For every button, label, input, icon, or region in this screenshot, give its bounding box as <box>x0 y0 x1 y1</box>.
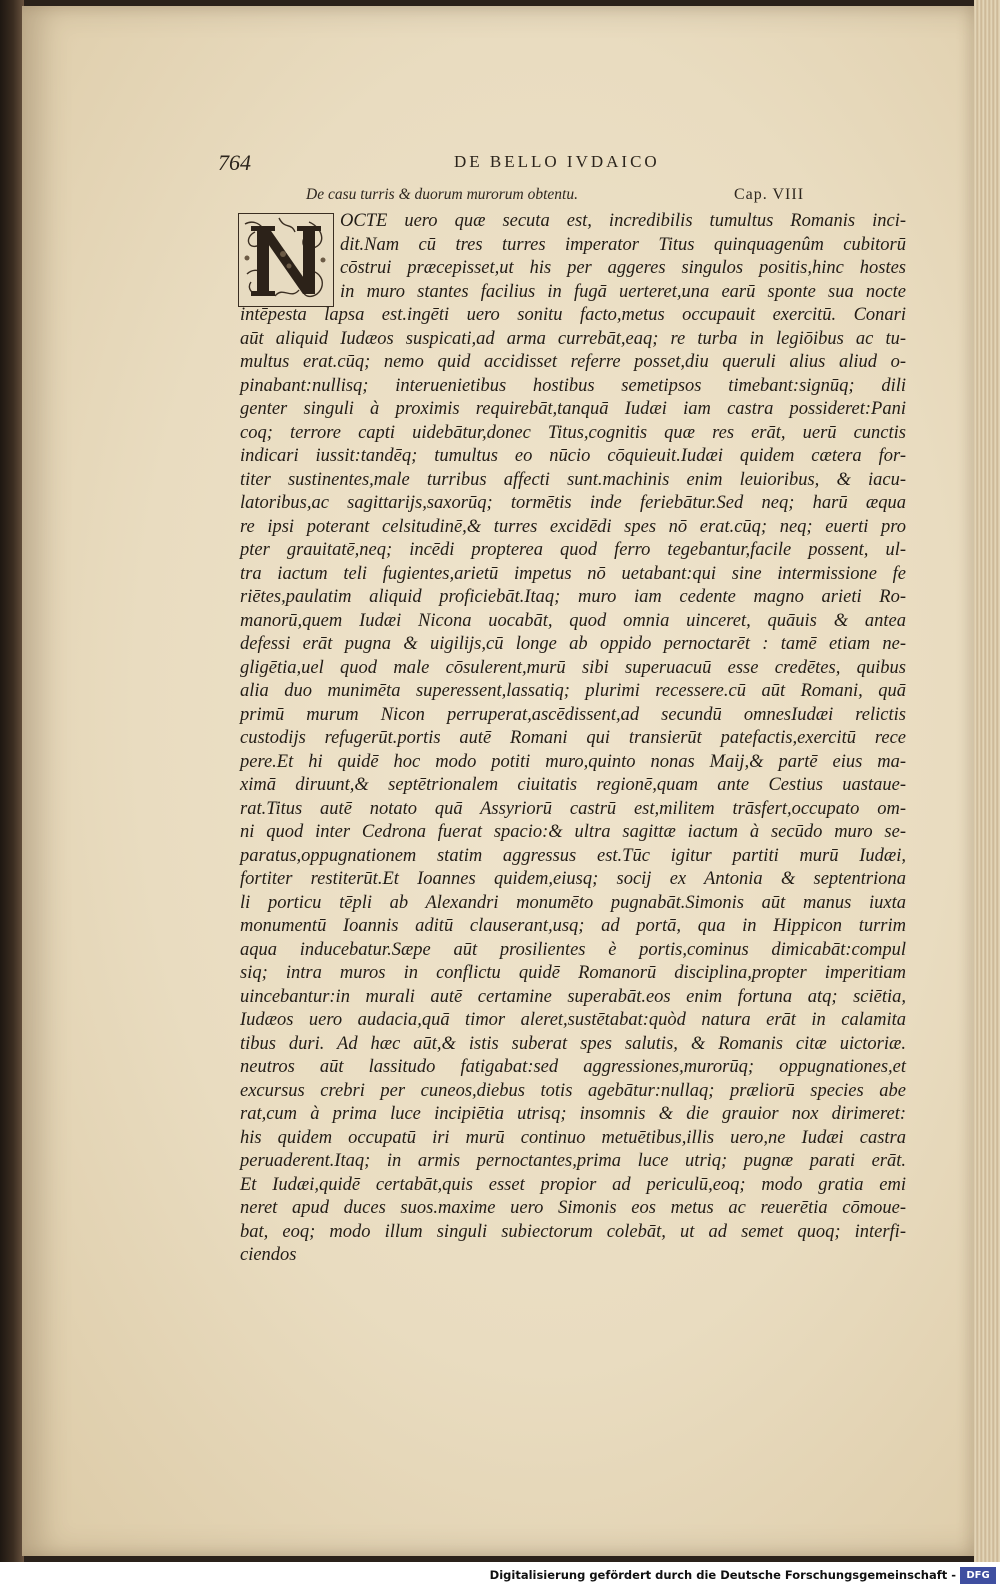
body-text <box>240 210 906 1268</box>
text-line: ximā diruunt,& septētrionalem ciuitatis regionē,quam ante Cestius uastaue- <box>240 775 906 795</box>
running-title: DE BELLO IVDAICO <box>454 152 660 171</box>
text-line: li porticu tēpli ab Alexandri monumēto pugnabāt.Simonis aūt manus iuxta <box>240 892 906 913</box>
text-line: monumentū Ioannis aditū clauserant,usq; ad portā, qua in Hippicon turrim <box>240 916 906 936</box>
text-line: re ipsi poterant celsitudinē,& turres excidēdi spes nō erat.cūq; neq; euerti pro <box>240 516 906 537</box>
text-line: dit.Nam cū tres turres imperator Titus quinquagenûm cubitorū <box>340 234 906 255</box>
text-line: defessi erāt pugna & uigilijs,cū longe ab oppido pernoctarēt : tamē etiam ne- <box>240 634 906 654</box>
text-line: titer sustinentes,male turribus affecti sunt.machinis enim leuioribus, & iacu- <box>240 469 906 490</box>
book-fore-edge <box>974 0 1000 1590</box>
page-number: 764 <box>218 150 251 175</box>
text-line: manorū,quem Iudæi Nicona uocabāt, quod omnia uinceret, quāuis & antea <box>240 610 906 631</box>
text-line: pere.Et hi quidē hoc modo potiti muro,quinto nonas Maij,& partē eius ma- <box>240 751 906 772</box>
text-line: latoribus,ac sagittarijs,saxorūq; tormētis inde feriebātur.Sed neq; harū æqua <box>240 493 906 513</box>
text-line: ni quod inter Cedrona fuerat spacio:& ultra sagittæ iactum à secūdo muro se- <box>240 822 906 842</box>
catchword: ciendos <box>240 1245 297 1265</box>
text-line: his quidem occupatū iri murū continuo metuētibus,illis uero,ne Iudæi castra <box>240 1127 906 1148</box>
footer-credit-text: Digitalisierung gefördert durch die Deutsche Forschungsgemeinschaft - <box>489 1568 956 1582</box>
text-line: tibus duri. Ad hæc aūt,& istis suberat spes salutis, & Romanis citæ uictoriæ. <box>240 1033 906 1054</box>
chapter-number: Cap. VIII <box>734 186 805 203</box>
text-line: uincebantur:in murali autē certamine superabāt.eos enim fortuna atq; sciētia, <box>240 986 906 1007</box>
chapter-title: De casu turris & duorum murorum obtentu. <box>306 186 578 203</box>
text-line: OCTE uero quæ secuta est, incredibilis tumultus Romanis inci- <box>340 211 906 231</box>
text-line: pinabant:nullisq; interuenietibus hostibus semetipsos timebant:signūq; dili <box>240 375 906 396</box>
digitization-footer <box>0 1562 1000 1590</box>
text-line: indicari iussit:tandēq; tumultus eo nūcio cōquieuit.Iudæi quidem cætera for- <box>240 446 906 466</box>
text-line: cōstrui præcepisset,ut his per aggeres singulos positis,hinc hostes <box>340 258 906 278</box>
text-line: fortiter restiterūt.Et Ioannes quidem,eiusq; socij ex Antonia & septentriona <box>240 869 906 889</box>
text-line: neret apud duces suos.maxime uero Simonis eos metus ac reuerētia cōmoue- <box>240 1198 906 1218</box>
text-line: riētes,paulatim aliquid proficiebāt.Itaq; muro iam cedente magno arieti Ro- <box>240 587 906 607</box>
text-line: primū murum Nicon perruperat,ascēdissent,ad secundū omnesIudæi relictis <box>240 704 906 725</box>
dfg-logo: DFG <box>960 1567 996 1584</box>
text-line: neutros aūt lassitudo fatigabat:sed aggressiones,murorūq; oppugnationes,et <box>240 1057 906 1077</box>
text-line: paratus,oppugnationem statim aggressus est.Tūc igitur partiti murū Iudæi, <box>240 845 906 866</box>
page-header <box>218 150 878 182</box>
text-line: bat, eoq; modo illum singuli subiectorum colebāt, ut ad semet quoq; interfi- <box>240 1221 906 1242</box>
text-line: in muro stantes facilius in fugā uerteret,una earū sponte sua nocte <box>340 281 906 302</box>
text-line: intēpesta lapsa est.ingēti uero sonitu facto,metus occupauit exercitū. Conari <box>240 305 906 325</box>
text-line: genter singuli à proximis requirebāt,tanquā Iudæi iam castra possideret:Pani <box>240 399 906 419</box>
text-line: Et Iudæi,quidē certabāt,quis esset propior ad periculū,eoq; modo gratia emi <box>240 1174 906 1195</box>
text-line: multus erat.cūq; nemo quid accidisset referre posset,diu queruli alius aliud o- <box>240 352 906 372</box>
text-line: siq; intra muros in conflictu quidē Romanorū disciplina,propter imperitiam <box>240 963 906 983</box>
text-line: pter grauitatē,neq; incēdi propterea quod ferro tegebantur,facile possent, ul- <box>240 540 906 560</box>
text-line: aqua inducebatur.Sæpe aūt prosilientes è portis,cominus dimicabāt:compul <box>240 939 906 960</box>
text-line: alia duo munimēta superessent,lassatiq; plurimi recessere.cū aūt Romani, quā <box>240 681 906 701</box>
text-line: custodijs refugerūt.portis autē Romani qui transierūt patefactis,exercitū rece <box>240 728 906 748</box>
text-line: rat,cum à prima luce incipiētia utrisq; insomnis & die grauior nox dirimeret: <box>240 1104 906 1124</box>
book-spine-edge <box>0 0 24 1590</box>
text-line: Iudæos uero audacia,quā timor aleret,sustētabat:quòd natura erāt in calamita <box>240 1010 906 1030</box>
text-line: gligētia,uel quod male cōsulerent,murū sibi superuacuū esse credētes, quibus <box>240 657 906 678</box>
text-line: coq; terrore capti uidebātur,donec Titus,cognitis quæ res erāt, uerū cunctis <box>240 422 906 443</box>
text-line: excursus crebri per cuneos,diebus totis agebātur:nullaq; præliorū species abe <box>240 1080 906 1101</box>
text-line: rat.Titus autē notato quā Assyriorū castrū est,militem trāsfert,occupato om- <box>240 798 906 819</box>
text-line: aūt aliquid Iudæos suspicati,ad arma currebāt,eaq; re turba in legiōibus ac tu- <box>240 328 906 349</box>
text-line: peruaderent.Itaq; in armis pernoctantes,prima luce utriq; pugnæ parati erāt. <box>240 1151 906 1171</box>
text-line: tra iactum teli fugientes,arietū impetus nō uetabant:qui sine intermissione fe <box>240 563 906 584</box>
